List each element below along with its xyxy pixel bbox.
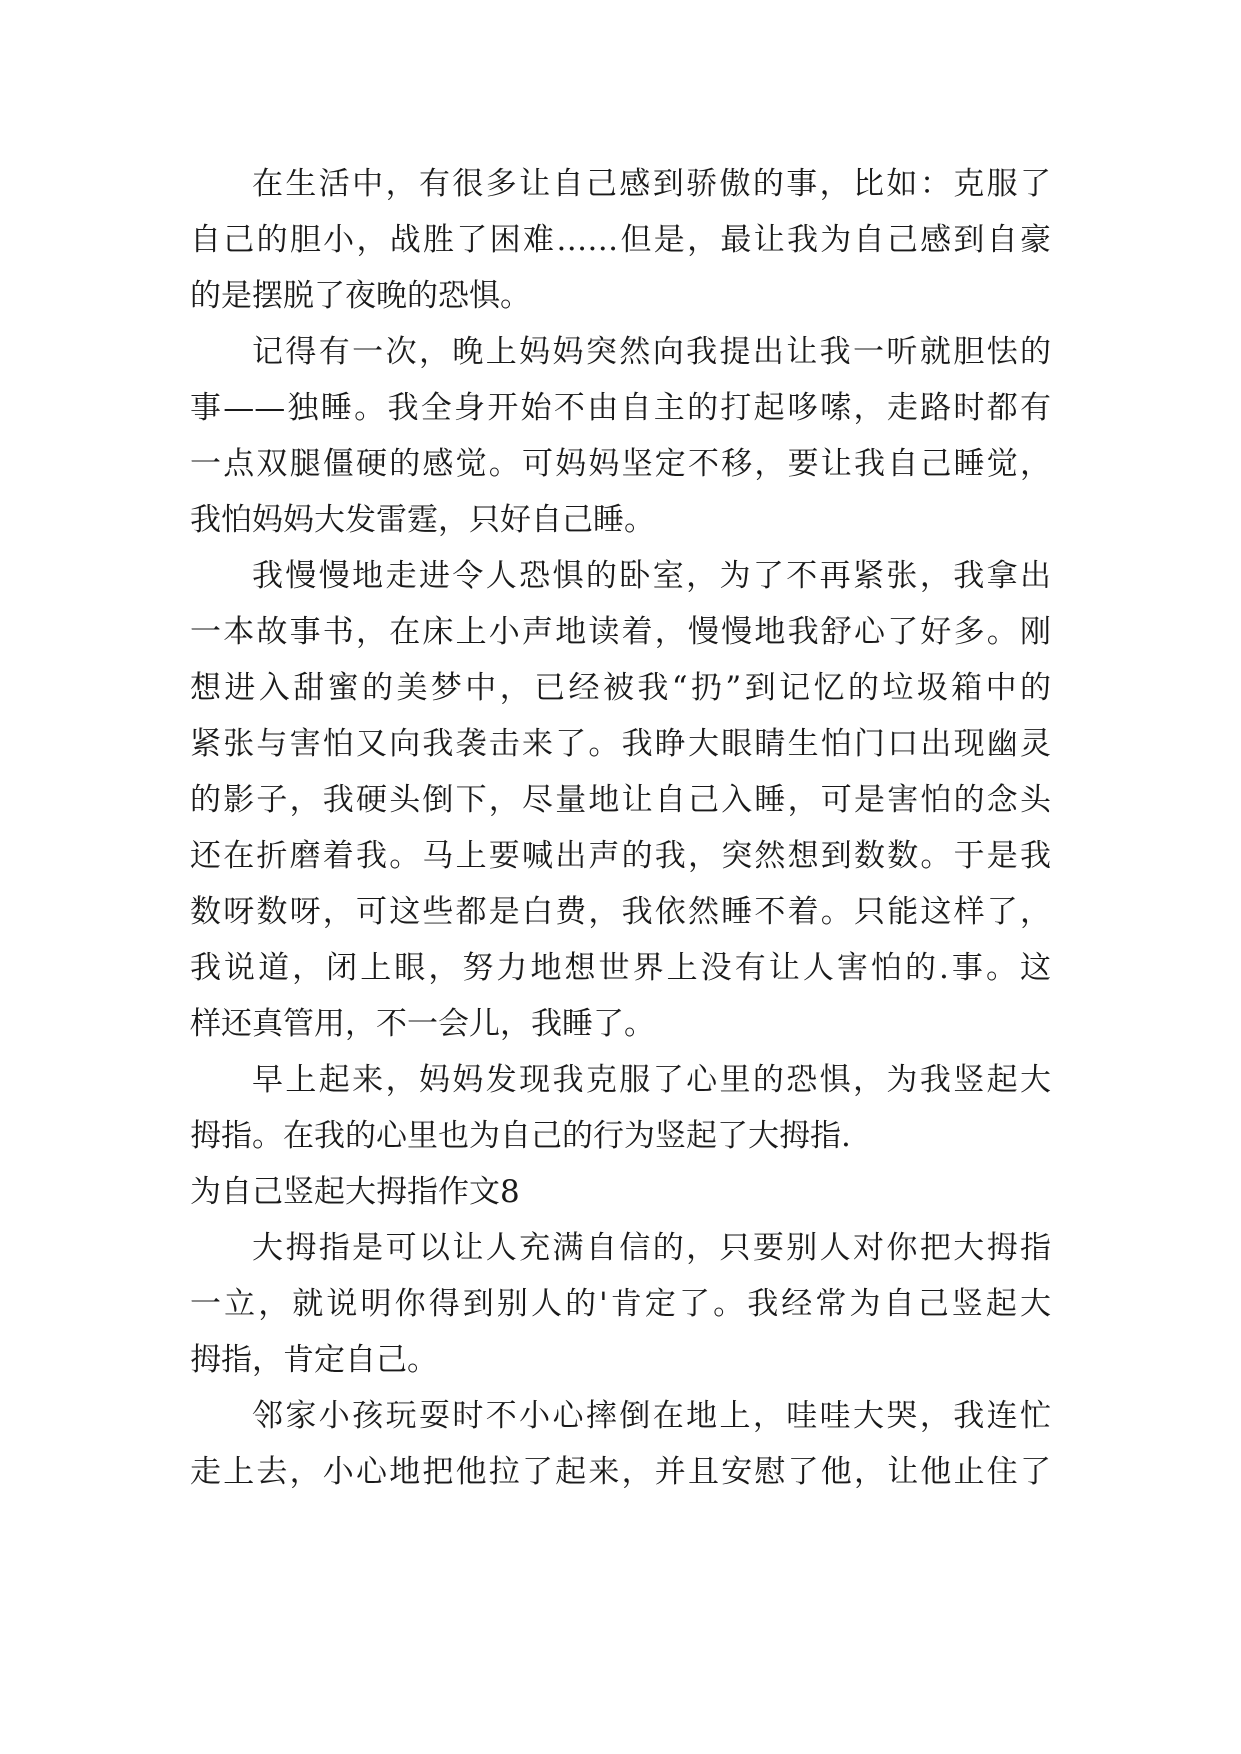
text-line: 事——独睡。我全身开始不由自主的打起哆嗦，走路时都有 xyxy=(190,390,1051,426)
text-line: 我说道，闭上眼，努力地想世界上没有让人害怕的.事。这 xyxy=(190,950,1051,986)
document-body xyxy=(190,156,1051,1500)
text-line: 一立，就说明你得到别人的'肯定了。我经常为自己竖起大 xyxy=(190,1286,1051,1322)
text-line: 我怕妈妈大发雷霆，只好自己睡。 xyxy=(190,502,655,538)
text-line: 紧张与害怕又向我袭击来了。我睁大眼睛生怕门口出现幽灵 xyxy=(190,726,1051,762)
text-line: 的是摆脱了夜晚的恐惧。 xyxy=(190,278,531,314)
text-line: 样还真管用，不一会儿，我睡了。 xyxy=(190,1006,655,1042)
section-heading: 为自己竖起大拇指作文8 xyxy=(190,1174,520,1210)
text-line: 一点双腿僵硬的感觉。可妈妈坚定不移，要让我自己睡觉， xyxy=(190,446,1051,482)
text-line: 早上起来，妈妈发现我克服了心里的恐惧，为我竖起大 xyxy=(252,1062,1051,1098)
text-line: 的影子，我硬头倒下，尽量地让自己入睡，可是害怕的念头 xyxy=(190,782,1051,818)
text-line: 走上去，小心地把他拉了起来，并且安慰了他，让他止住了 xyxy=(190,1454,1051,1490)
text-line: 拇指。在我的心里也为自己的行为竖起了大拇指. xyxy=(190,1118,851,1154)
text-line: 大拇指是可以让人充满自信的，只要别人对你把大拇指 xyxy=(252,1230,1051,1266)
text-line: 想进入甜蜜的美梦中，已经被我“扔”到记忆的垃圾箱中的 xyxy=(190,670,1051,706)
text-line: 自己的胆小，战胜了困难……但是，最让我为自己感到自豪 xyxy=(190,222,1051,258)
text-line: 记得有一次，晚上妈妈突然向我提出让我一听就胆怯的 xyxy=(252,334,1051,370)
text-line: 还在折磨着我。马上要喊出声的我，突然想到数数。于是我 xyxy=(190,838,1051,874)
text-line: 邻家小孩玩耍时不小心摔倒在地上，哇哇大哭，我连忙 xyxy=(252,1398,1051,1434)
text-line: 拇指，肯定自己。 xyxy=(190,1342,438,1378)
text-line: 数呀数呀，可这些都是白费，我依然睡不着。只能这样了， xyxy=(190,894,1051,930)
text-line: 一本故事书，在床上小声地读着，慢慢地我舒心了好多。刚 xyxy=(190,614,1051,650)
text-line: 在生活中，有很多让自己感到骄傲的事，比如：克服了 xyxy=(252,166,1051,202)
text-line: 我慢慢地走进令人恐惧的卧室，为了不再紧张，我拿出 xyxy=(252,558,1051,594)
